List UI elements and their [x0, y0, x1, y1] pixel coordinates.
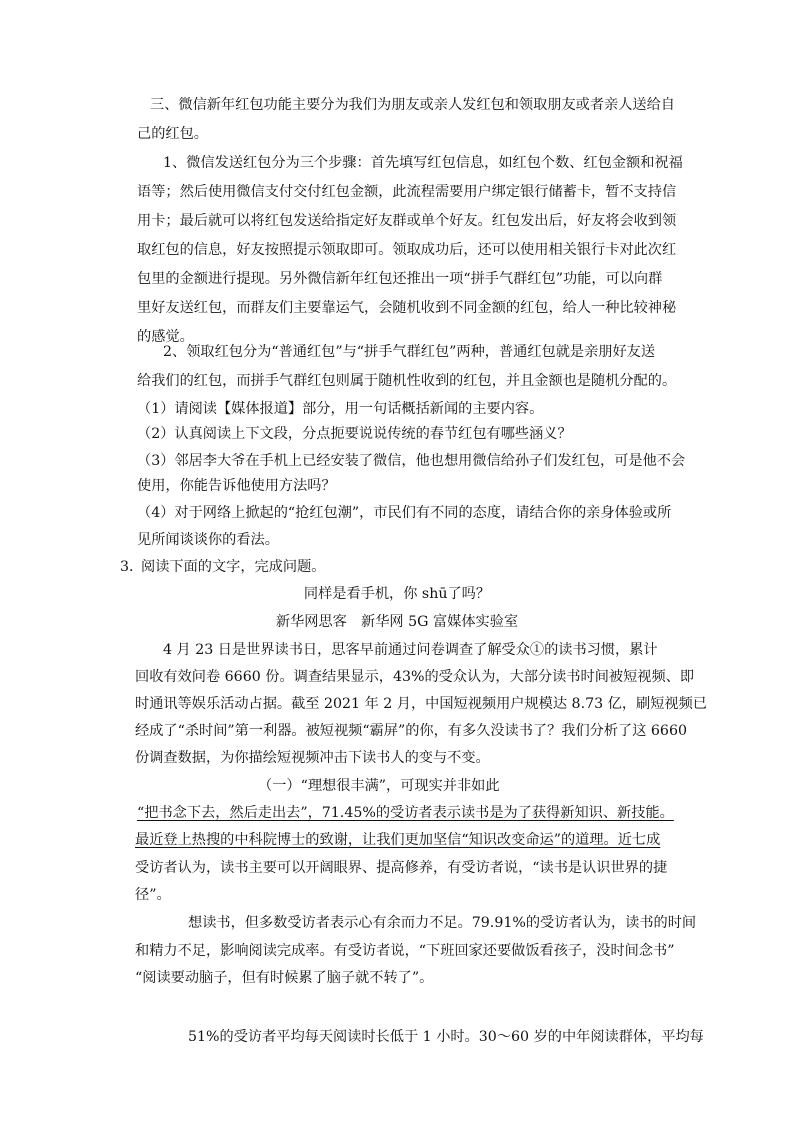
p2-line-2-wrap: [135, 830, 660, 850]
p2-line-3: 受访者认为，读书主要可以开阔眼界、提高修养，有受访者说，“读书是认识世界的捷: [135, 860, 668, 876]
p3-line-2: 和精力不足，影响阅读完成率。有受访者说，“下班回家还要做饭看孩子，没时间念书”: [135, 943, 675, 959]
question-3-number: 3．: [120, 559, 144, 575]
p3-line-1: 想读书，但多数受访者表示心有余而力不足。79.91%的受访者认为，读书的时间: [188, 915, 697, 931]
question-3-line-1: （3）邻居李大爷在手机上已经安装了微信，他也想用微信给孙子们发红包，可是他不会: [137, 453, 686, 469]
p2-line-4: 径”。: [135, 887, 171, 903]
section-1-heading: （一）“理想很丰满”，可现实并非如此: [258, 778, 500, 794]
p4-line-1: 51%的受访者平均每天阅读时长低于 1 小时。30～60 岁的中年阅读群体，平均每: [188, 1029, 704, 1045]
intro-line-2: 己的红包。: [137, 126, 208, 142]
step-1-line-7: 的感觉。: [137, 329, 194, 345]
p1-line-4: 经成了“杀时间”第一利器。被短视频“霸屏”的你，有多久没读书了？我们分析了这 6660: [135, 723, 688, 739]
step-2-line-2: 给我们的红包，而拼手气群红包则属于随机性收到的红包，并且金额也是随机分配的。: [137, 373, 677, 389]
intro-line-1: 三、微信新年红包功能主要分为我们为朋友或亲人发红包和领取朋友或者亲人送给自: [150, 97, 675, 113]
step-1-line-4: 取红包的信息，好友按照提示领取即可。领取成功后，还可以使用相关银行卡对此次红: [137, 242, 677, 258]
p2-line-1: “把书念下去，然后走出去”，71.45%的受访者表示读书是为了获得新知识、新技能。: [137, 805, 674, 821]
question-3-prompt: 阅读下面的文字，完成问题。: [141, 559, 326, 575]
step-1-line-5: 包里的金额进行提现。另外微信新年红包还推出一项“拼手气群红包”功能，可以向群: [137, 271, 663, 287]
step-2-line-1: 2、领取红包分为“普通红包”与“拼手气群红包”两种，普通红包就是亲朋好友送: [163, 344, 656, 360]
step-1-line-1: 1、微信发送红包分为三个步骤：首先填写红包信息，如红包个数、红包金额和祝福: [163, 155, 683, 171]
p1-line-3: 时通讯等娱乐活动占据。截至 2021 年 2 月，中国短视频用户规模达 8.73 亿，刷短视频已: [135, 696, 707, 712]
p3-line-3: “阅读要动脑子，但有时候累了脑子就不转了”。: [135, 970, 434, 986]
p1-line-1: 4 月 23 日是世界读书日，思客早前通过问卷调查了解受众①的读书习惯，累计: [163, 642, 658, 658]
step-1-line-3: 用卡；最后就可以将红包发送给指定好友群或单个好友。红包发出后，好友将会收到领: [137, 213, 677, 229]
article-title: 同样是看手机，你 shū了吗？: [303, 586, 491, 602]
question-4-line-1: （4）对于网络上掀起的“抢红包潮”，市民们有不同的态度，请结合你的亲身体验或所: [137, 505, 672, 521]
p1-line-2: 回收有效问卷 6660 份。调查结果显示，43%的受众认为，大部分读书时间被短视频、即: [135, 669, 695, 685]
step-1-line-2: 语等；然后使用微信支付交付红包金额，此流程需要用户绑定银行储蓄卡，暂不支持信: [137, 184, 677, 200]
question-2: （2）认真阅读上下文段，分点扼要说说传统的春节红包有哪些涵义？: [137, 426, 572, 442]
question-4-line-2: 见所闻谈谈你的看法。: [137, 532, 279, 548]
step-1-line-6: 里好友送红包，而群友们主要靠运气，会随机收到不同金额的红包，给人一种比较神秘: [137, 300, 677, 316]
article-byline: 新华网思客 新华网 5G 富媒体实验室: [275, 614, 519, 630]
p2-line-2: 最近登上热搜的中科院博士的致谢，让我们更加坚信“知识改变命运”的道理。近七成: [135, 832, 661, 848]
question-1: （1）请阅读【媒体报道】部分，用一句话概括新闻的主要内容。: [137, 401, 544, 417]
p1-line-5: 份调查数据，为你描绘短视频冲击下读书人的变与不变。: [135, 750, 490, 766]
question-3-line-2: 使用，你能告诉他使用方法吗？: [137, 478, 336, 494]
